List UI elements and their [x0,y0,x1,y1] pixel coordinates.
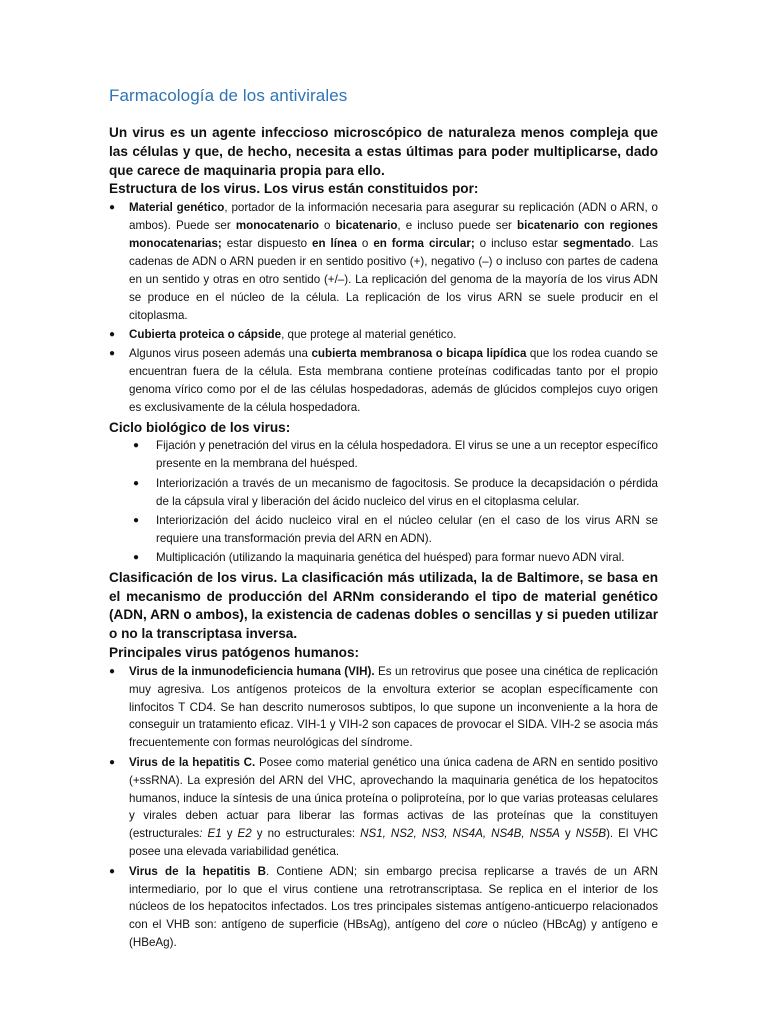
estructura-heading: Estructura de los virus. Los virus están constituidos por: [109,181,479,197]
document-body [109,124,658,954]
bullet-icon: ● [109,202,116,214]
bullet-icon: ● [133,552,140,564]
bullet-icon: ● [109,348,116,360]
clasificacion-paragraph: Clasificación de los virus. La clasificación más utilizada, la de Baltimore, se basa en el mecanismo de producción del ARNm considerando el tipo de material genético (ADN, ARN o ambos), la existencia de cadenas dobles o sencillas y si pueden utilizar o no la transcriptasa inversa. [109,569,659,642]
estructura-list [109,199,658,417]
list-item: ● Multiplicación (utilizando la maquinaria genética del huésped) para formar nuevo ADN viral. [109,549,658,567]
list-item: ● Cubierta proteica o cápside, que protege al material genético. [109,326,658,344]
intro-paragraph: Un virus es un agente infeccioso microscópico de naturaleza menos compleja que las células y que, de hecho, necesita a estas últimas para poder multiplicarse, dado que carece de maquinaria propia para ello. [109,125,658,178]
ciclo-list [109,437,658,567]
bullet-icon: ● [133,440,140,452]
list-item: ● Interiorización del ácido nucleico viral en el núcleo celular (en el caso de los virus ARN se requiere una transformación previa del ARN en ADN). [133,513,658,545]
ciclo-heading: Ciclo biológico de los virus: [109,419,291,435]
list-item: ● Fijación y penetración del virus en la célula hospedadora. El virus se une a un receptor específico presente en la membrana del huésped. [133,439,658,471]
list-item-vhb: ● Virus de la hepatitis B. Contiene ADN; sin embargo precisa replicarse a través de un ARN intermediario, por lo que el virus contiene una retrotranscriptasa. Se replica en el interior de los núcleos de los hepatocitos infectados. Los tres principales sistemas antígeno-anticuerpo relacionados con el VHB son: antígeno de superficie (HBsAg), antígeno del core o núcleo (HBcAg) y antígeno e (HBeAg). [109,864,659,950]
bullet-icon: ● [109,665,116,677]
list-item: ● Material genético, portador de la información necesaria para asegurar su replicación (ADN o ARN, o ambos). Puede ser monocatenario o bicatenario, e incluso puede ser bicatenario con regiones monocatenarias; estar dispuesto en línea o en forma circular; o incluso estar segmentado. Las cadenas de ADN o ARN pueden ir en sentido positivo (+), negativo (–) o incluso con partes de cadena en un sentido y otras en otro sentido (+/–). La replicación del genoma de la mayoría de los virus ADN se produce en el núcleo de la célula. La replicación de los virus ARN se suele producir en el citoplasma. [109,201,659,322]
list-item-vih: ● Virus de la inmunodeficiencia humana (VIH). Es un retrovirus que posee una cinética de replicación muy agresiva. Los antígenos proteicos de la envoltura exterior se acoplan específicamente con linfocitos T CD4. Se han descrito numerosos subtipos, lo que supone un inconveniente a la hora de conseguir un tratamiento eficaz. VIH-1 y VIH-2 son capaces de provocar el SIDA. VIH-2 se asocia más frecuentemente con formas neurológicas del síndrome. [109,664,658,750]
page-title: Farmacología de los antivirales [109,86,348,105]
list-item: ● Interiorización a través de un mecanismo de fagocitosis. Se produce la decapsidación o pérdida de la cápsula viral y liberación del ácido nucleico del virus en el citoplasma celular. [133,476,658,508]
bullet-icon: ● [109,865,116,877]
patogenos-heading: Principales virus patógenos humanos: [109,644,360,660]
bullet-icon: ● [109,329,116,341]
list-item-vhc: ● Virus de la hepatitis C. Posee como material genético una única cadena de ARN en sentido positivo (+ssRNA). La expresión del ARN del VHC, aprovechando la maquinaria genética de los hepatocitos humanos, induce la síntesis de una única proteína o poliproteína, por lo que varias proteasas celulares y virales deben actuar para liberar las formas activas de las proteínas que la constituyen (estructurales: E1 y E2 y no estructurales: NS1, NS2, NS3, NS4A, NS4B, NS5A y NS5B). El VHC posee una elevada variabilidad genética. [109,755,658,859]
patogenos-list [109,663,658,953]
bullet-icon: ● [133,477,140,489]
bullet-icon: ● [133,514,140,526]
bullet-icon: ● [109,756,116,768]
list-item: ● Algunos virus poseen además una cubierta membranosa o bicapa lipídica que los rodea cuando se encuentran fuera de la célula. Esta membrana contiene proteínas codificadas tanto por el propio genoma vírico como por el de las células hospedadoras, además de glúcidos complejos cuyo origen es exclusivamente de la célula hospedadora. [109,347,658,415]
